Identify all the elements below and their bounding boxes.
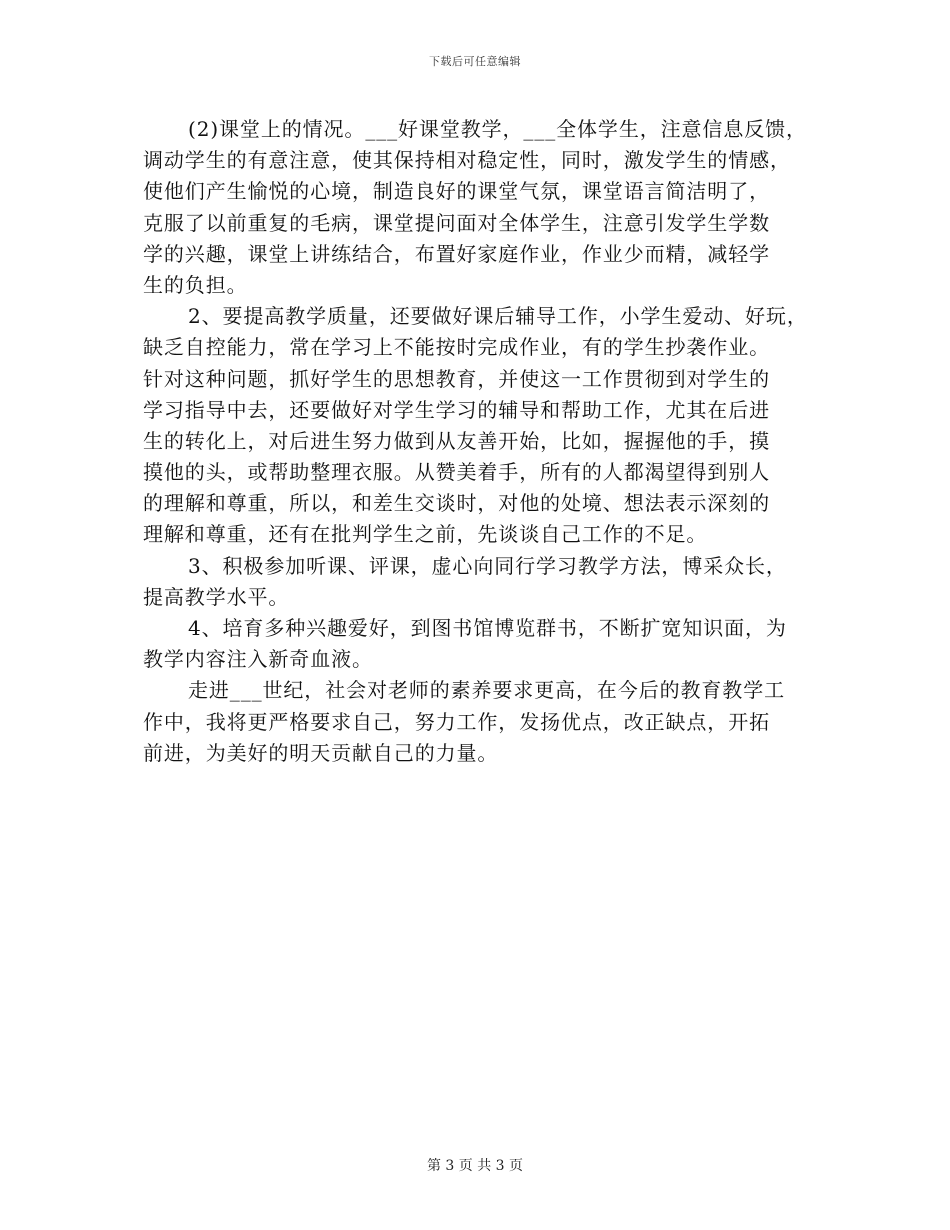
text-line: 生的负担。 bbox=[143, 272, 248, 297]
document-body bbox=[143, 114, 833, 769]
text-line: 针对这种问题，抓好学生的思想教育，并使这一工作贯彻到对学生的 bbox=[143, 366, 770, 391]
text-line: 3、积极参加听课、评课，虚心向同行学习教学方法，博采众长， bbox=[188, 553, 787, 578]
text-line: (2)课堂上的情况。___好课堂教学，___全体学生，注意信息反馈， bbox=[188, 117, 807, 141]
text-line: 调动学生的有意注意，使其保持相对稳定性，同时，激发学生的情感， bbox=[143, 148, 791, 173]
text-line: 学的兴趣，课堂上讲练结合，布置好家庭作业，作业少而精，减轻学 bbox=[143, 241, 770, 266]
text-line: 作中，我将更严格要求自己，努力工作，发扬优点，改正缺点，开拓 bbox=[143, 709, 770, 734]
text-line: 的理解和尊重，所以，和差生交谈时，对他的处境、想法表示深刻的 bbox=[143, 491, 770, 516]
text-line: 生的转化上，对后进生努力做到从友善开始，比如，握握他的手，摸 bbox=[143, 428, 770, 453]
page-number: 第 3 页 共 3 页 bbox=[426, 1158, 524, 1174]
text-line: 走进___世纪，社会对老师的素养要求更高，在今后的教育教学工 bbox=[188, 678, 785, 703]
text-line: 缺乏自控能力，常在学习上不能按时完成作业，有的学生抄袭作业。 bbox=[143, 335, 770, 360]
text-line: 摸他的头，或帮助整理衣服。从赞美着手，所有的人都渴望得到别人 bbox=[143, 460, 770, 485]
text-line: 克服了以前重复的毛病，课堂提问面对全体学生，注意引发学生学数 bbox=[143, 210, 770, 235]
text-line: 理解和尊重，还有在批判学生之前，先谈谈自己工作的不足。 bbox=[143, 522, 708, 547]
text-line: 2、要提高教学质量，还要做好课后辅导工作，小学生爱动、好玩， bbox=[188, 304, 808, 329]
text-line: 前进，为美好的明天贡献自己的力量。 bbox=[143, 740, 499, 765]
page-header: 下载后可任意编辑 bbox=[429, 55, 521, 68]
text-line: 提高教学水平。 bbox=[143, 584, 290, 609]
text-line: 4、培育多种兴趣爱好，到图书馆博览群书，不断扩宽知识面，为 bbox=[188, 616, 787, 640]
text-line: 学习指导中去，还要做好对学生学习的辅导和帮助工作，尤其在后进 bbox=[143, 397, 770, 422]
text-line: 教学内容注入新奇血液。 bbox=[143, 647, 373, 672]
text-line: 使他们产生愉悦的心境，制造良好的课堂气氛，课堂语言简洁明了， bbox=[143, 179, 770, 204]
